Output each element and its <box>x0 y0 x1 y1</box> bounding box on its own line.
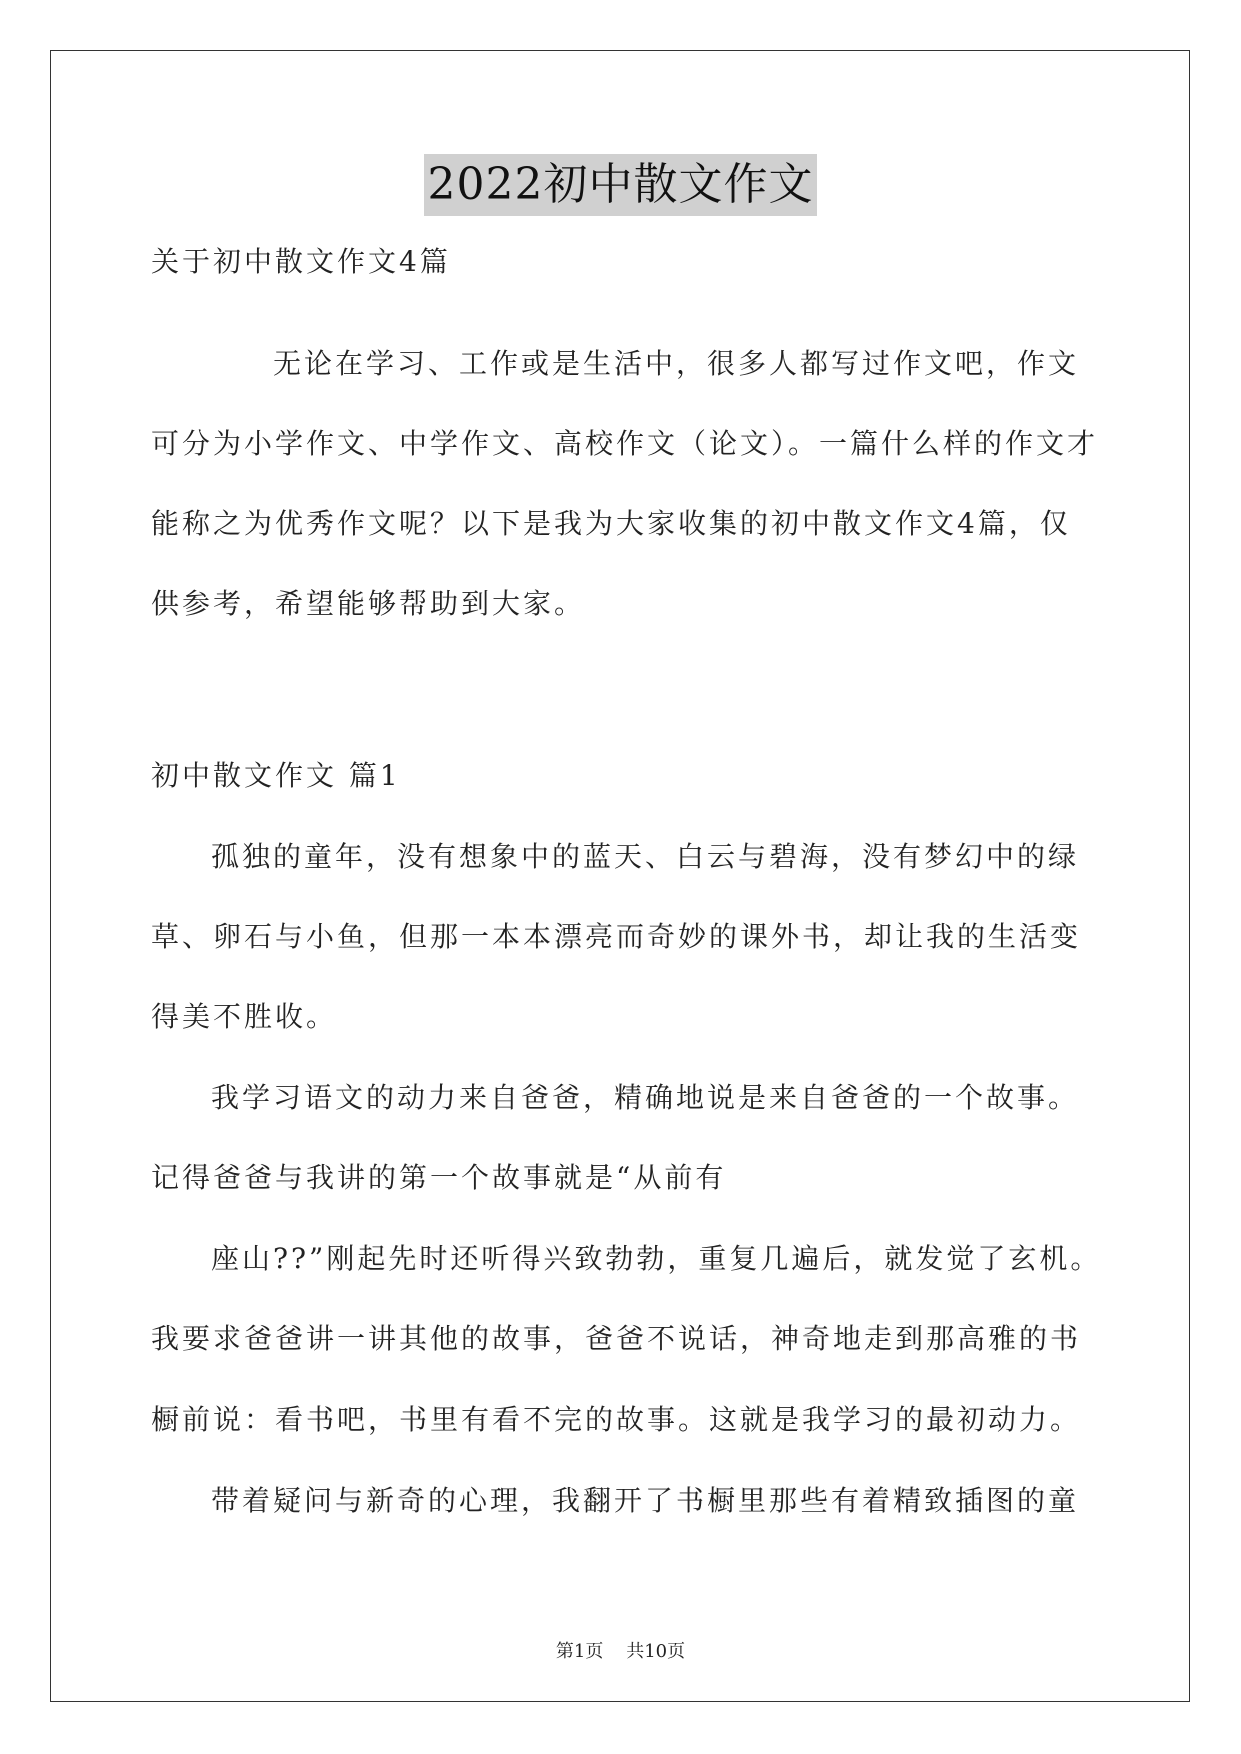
body-line: 我要求爸爸讲一讲其他的故事，爸爸不说话，神奇地走到那高雅的书 <box>151 1322 1082 1355</box>
body-line: 带着疑问与新奇的心理，我翻开了书橱里那些有着精致插图的童 <box>211 1484 1080 1517</box>
intro-line: 可分为小学作文、中学作文、高校作文（论文）。一篇什么样的作文才 <box>151 427 1099 460</box>
page-footer: 第1页 共10页 <box>555 1641 686 1662</box>
body-line: 橱前说：看书吧，书里有看不完的故事。这就是我学习的最初动力。 <box>151 1403 1082 1436</box>
document-title: 2022初中散文作文 <box>424 154 818 216</box>
body-line: 得美不胜收。 <box>151 1000 338 1033</box>
body-line: 孤独的童年，没有想象中的蓝天、白云与碧海，没有梦幻中的绿 <box>211 840 1080 873</box>
body-line: 我学习语文的动力来自爸爸，精确地说是来自爸爸的一个故事。 <box>211 1081 1080 1114</box>
intro-line: 供参考，希望能够帮助到大家。 <box>151 587 586 620</box>
intro-line: 能称之为优秀作文呢？以下是我为大家收集的初中散文作文4篇，仅 <box>151 507 1071 540</box>
body-line: 草、卵石与小鱼，但那一本本漂亮而奇妙的课外书，却让我的生活变 <box>151 920 1082 953</box>
title-wrap <box>0 154 1241 216</box>
section-heading: 初中散文作文 篇1 <box>151 759 401 792</box>
intro-line: 无论在学习、工作或是生活中，很多人都写过作文吧，作文 <box>273 347 1080 380</box>
document-subtitle: 关于初中散文作文4篇 <box>151 245 451 278</box>
body-line: 记得爸爸与我讲的第一个故事就是“从前有 <box>151 1161 727 1194</box>
body-line: 座山??”刚起先时还听得兴致勃勃，重复几遍后，就发觉了玄机。 <box>211 1242 1102 1275</box>
